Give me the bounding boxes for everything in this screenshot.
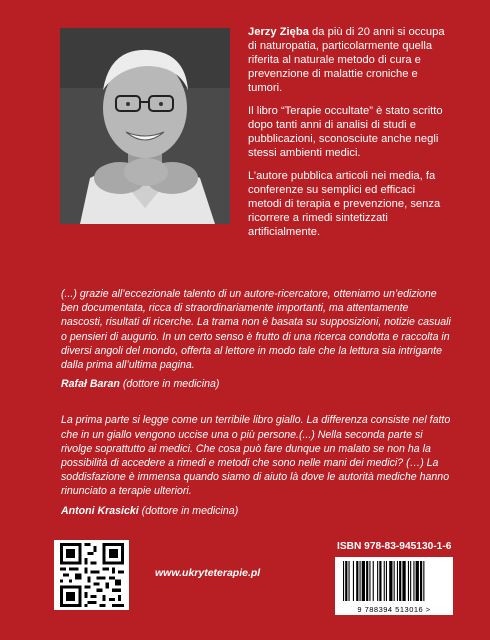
bio-paragraph-1	[248, 25, 448, 95]
quote-1-author: Rafał Baran	[61, 378, 120, 391]
website-link[interactable]: www.ukryteterapie.pl	[155, 567, 261, 579]
qr-code[interactable]	[54, 540, 129, 610]
author-photo	[60, 28, 230, 224]
quote-2-role: (dottore in medicina)	[138, 504, 239, 517]
bio-paragraph-2: Il libro “Terapie occultate” è stato scritto dopo tanti anni di analisi di studi e pubblicazioni, sconosciute anche negli stessi ambienti medici.	[248, 105, 443, 159]
quote-2-text: La prima parte si legge come un terribile libro giallo. La differenza consiste nel fatto che in un giallo vengono uccise una o più persone.(...) Nella seconda parte si rivolge soprattutto ai medici. Che cosa può fare dunque un malato se non ha la possibilità di accedere a rimedi e metodi che sono nelle mani dei medici? (…) La soddisfazione è immensa quando siamo di aiuto là dove le autorità mediche hanno rinunciato a terapie ulteriori.	[61, 414, 451, 498]
quote-2-author: Antoni Krasicki	[61, 504, 139, 517]
author-portrait-image	[60, 28, 230, 224]
bio-paragraph-3: L’autore pubblica articoli nei media, fa conferenze su semplici ed efficaci metodi di terapia e prevenzione, senza ricorrere a rimedi sintetizzati artificialmente.	[248, 170, 441, 238]
author-name: Jerzy Zięba	[248, 26, 309, 38]
quote-1-attribution	[61, 377, 453, 391]
review-quotes	[61, 287, 453, 518]
isbn-label: ISBN 978-83-945130-1-6	[337, 541, 452, 552]
isbn-barcode	[335, 557, 453, 615]
barcode-icon	[335, 557, 453, 603]
barcode-digits: 9 788394 513016 >	[357, 605, 431, 614]
quote-1-text: (...) grazie all’eccezionale talento di un autore-ricercatore, otteniamo un’edizione ben documentata, ricca di straordinariamente importanti, ma attentamente nascosti, risultati di ricerche. La trama non è basata su supposizioni, notizie casuali o pensieri di augurio. In un certo senso è frutto di una ricerca condotta e raccolta in diversi angoli del mondo, offerta al lettore in modo tale che la lettura sia intrigante dalla prima all’ultima pagina.	[61, 288, 451, 372]
author-bio	[248, 25, 448, 248]
quote-1-role: (dottore in medicina)	[119, 378, 220, 391]
bio-intro-text: da più di 20 anni si occupa di naturopatia, particolarmente quella riferita al naturale metodo di cura e prevenzione di malattie croniche e tumori.	[248, 26, 445, 94]
quote-2-attribution	[61, 504, 453, 518]
qr-code-icon	[60, 543, 124, 607]
